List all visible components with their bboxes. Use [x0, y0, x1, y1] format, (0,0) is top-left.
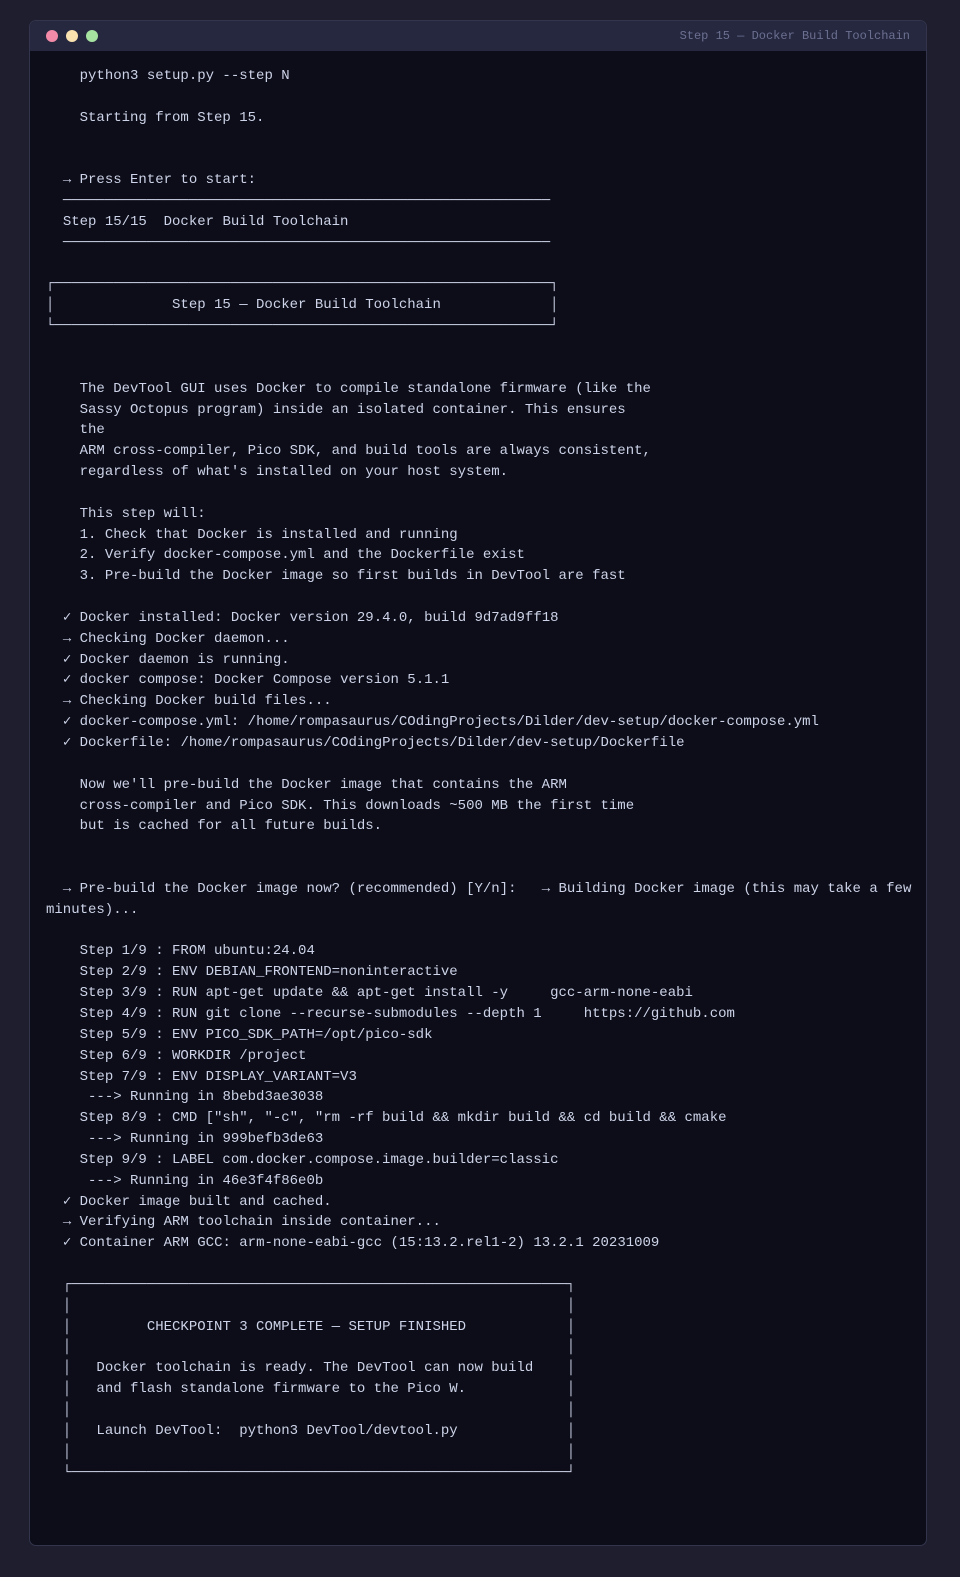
- terminal-line: │ │: [46, 1297, 576, 1314]
- terminal-line: This step will:: [46, 505, 206, 522]
- terminal-line: ---> Running in 8bebd3ae3038: [46, 1089, 324, 1106]
- terminal-line: [46, 254, 918, 275]
- terminal-line: ✓ Container ARM GCC: arm-none-eabi-gcc (15:13.2.rel1-2) 13.2.1 20231009: [46, 1235, 660, 1252]
- terminal-line: [46, 87, 918, 108]
- terminal-line: → Checking Docker daemon...: [46, 630, 290, 647]
- terminal-line: python3 setup.py --step N: [46, 68, 290, 84]
- minimize-button[interactable]: [66, 30, 78, 42]
- terminal-line: [46, 837, 918, 858]
- terminal-line: ---> Running in 999befb3de63: [46, 1131, 324, 1148]
- terminal-line: Step 15/15 Docker Build Toolchain: [46, 213, 349, 230]
- terminal-line: [46, 921, 918, 942]
- terminal-line: │ Docker toolchain is ready. The DevTool can now build │: [46, 1360, 576, 1377]
- title-bar: [30, 21, 926, 51]
- terminal-line: Now we'll pre-build the Docker image that contains the ARM: [46, 776, 567, 793]
- terminal-line: [46, 858, 918, 879]
- terminal-line: but is cached for all future builds.: [46, 818, 383, 835]
- terminal-line: 3. Pre-build the Docker image so first builds in DevTool are fast: [46, 568, 626, 585]
- terminal-line: Step 8/9 : CMD ["sh", "-c", "rm -rf build && mkdir build && cd build && cmake: [46, 1110, 727, 1127]
- terminal-line: │ │: [46, 1443, 576, 1460]
- terminal-line: → Pre-build the Docker image now? (recommended) [Y/n]: → Building Docker image (this may take a few minutes)...: [46, 880, 920, 918]
- terminal-line: Step 1/9 : FROM ubuntu:24.04: [46, 943, 315, 960]
- terminal-line: [46, 754, 918, 775]
- terminal-line: [46, 587, 918, 608]
- terminal-line: [46, 1254, 918, 1275]
- terminal-line: Step 5/9 : ENV PICO_SDK_PATH=/opt/pico-sdk: [46, 1026, 433, 1043]
- terminal-line: ARM cross-compiler, Pico SDK, and build tools are always consistent,: [46, 443, 651, 460]
- terminal-line: Step 3/9 : RUN apt-get update && apt-get install -y gcc-arm-none-eabi: [46, 985, 693, 1002]
- terminal-line: Step 6/9 : WORKDIR /project: [46, 1047, 307, 1064]
- terminal-line: regardless of what's installed on your host system.: [46, 464, 509, 481]
- terminal-line: ──────────────────────────────────────────────────────────: [46, 193, 551, 210]
- terminal-line: [46, 129, 918, 150]
- terminal-line: The DevTool GUI uses Docker to compile standalone firmware (like the: [46, 380, 651, 397]
- terminal-line: ✓ docker-compose.yml: /home/rompasaurus/COdingProjects/Dilder/dev-setup/docker-compose.yml: [46, 714, 819, 731]
- terminal-line: │ │: [46, 1402, 576, 1418]
- terminal-line: ---> Running in 46e3f4f86e0b: [46, 1172, 324, 1189]
- terminal-line: ✓ Dockerfile: /home/rompasaurus/COdingProjects/Dilder/dev-setup/Dockerfile: [46, 735, 685, 751]
- terminal-line: ──────────────────────────────────────────────────────────: [46, 234, 551, 251]
- terminal-line: [46, 483, 918, 504]
- terminal-line: Step 2/9 : ENV DEBIAN_FRONTEND=noninteractive: [46, 964, 458, 981]
- terminal-line: Step 7/9 : ENV DISPLAY_VARIANT=V3: [46, 1068, 357, 1085]
- window-title: Step 15 — Docker Build Toolchain: [679, 29, 910, 43]
- terminal-line: ┌───────────────────────────────────────────────────────────┐: [46, 1276, 576, 1293]
- terminal-line: Step 4/9 : RUN git clone --recurse-submodules --depth 1 https://github.com: [46, 1005, 735, 1022]
- maximize-button[interactable]: [86, 30, 98, 42]
- terminal-line: └───────────────────────────────────────────────────────────┘: [46, 318, 559, 335]
- terminal-line: ✓ docker compose: Docker Compose version 5.1.1: [46, 672, 450, 689]
- terminal-line: │ │: [46, 1339, 576, 1356]
- terminal-line: Starting from Step 15.: [46, 109, 265, 126]
- terminal-line: [46, 337, 918, 358]
- terminal-line: Sassy Octopus program) inside an isolated container. This ensures: [46, 401, 626, 418]
- terminal-line: [46, 358, 918, 379]
- terminal-line: cross-compiler and Pico SDK. This downloads ~500 MB the first time: [46, 797, 635, 814]
- terminal-output: [46, 66, 918, 1483]
- terminal-window: [29, 20, 927, 1546]
- terminal-line: → Verifying ARM toolchain inside container...: [46, 1214, 441, 1231]
- terminal-line: │ Launch DevTool: python3 DevTool/devtool.py │: [46, 1422, 576, 1439]
- terminal-line: │ and flash standalone firmware to the Pico W. │: [46, 1381, 576, 1398]
- terminal-line: ✓ Docker image built and cached.: [46, 1193, 332, 1210]
- terminal-line: │ CHECKPOINT 3 COMPLETE — SETUP FINISHED │: [46, 1318, 576, 1335]
- close-button[interactable]: [46, 30, 58, 42]
- terminal-line: Step 9/9 : LABEL com.docker.compose.image.builder=classic: [46, 1151, 559, 1168]
- terminal-line: → Checking Docker build files...: [46, 693, 332, 710]
- terminal-line: [46, 149, 918, 170]
- terminal-line: the: [46, 422, 105, 439]
- terminal-line: ✓ Docker installed: Docker version 29.4.0, build 9d7ad9ff18: [46, 609, 559, 626]
- terminal-line: ┌───────────────────────────────────────────────────────────┐: [46, 276, 559, 293]
- terminal-line: └───────────────────────────────────────────────────────────┘: [46, 1464, 576, 1481]
- terminal-line: 1. Check that Docker is installed and running: [46, 526, 458, 543]
- terminal-line: 2. Verify docker-compose.yml and the Dockerfile exist: [46, 547, 525, 564]
- terminal-line: ✓ Docker daemon is running.: [46, 651, 290, 668]
- terminal-line: → Press Enter to start:: [46, 172, 257, 189]
- terminal-line: │ Step 15 — Docker Build Toolchain │: [46, 297, 559, 314]
